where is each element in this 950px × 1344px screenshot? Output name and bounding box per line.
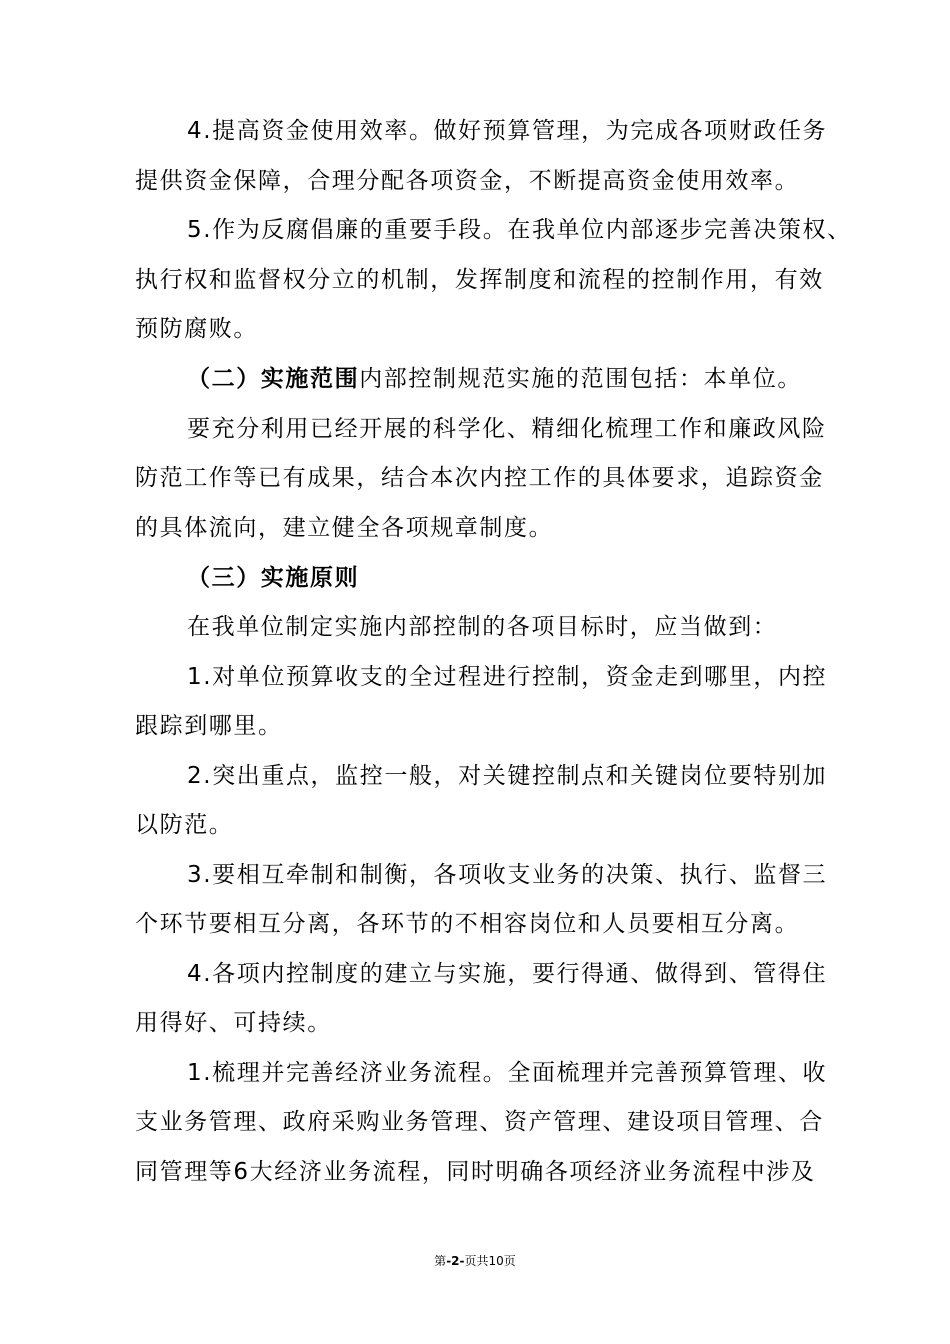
paragraph-line: 的具体流向，建立健全各项规章制度。: [135, 515, 554, 541]
paragraph-line: 预防腐败。: [135, 316, 258, 342]
paragraph-line: 以防范。: [135, 812, 234, 838]
section-heading-scope: [187, 364, 802, 394]
paragraph-line: 1.梳理并完善经济业务流程。全面梳理并完善预算管理、收: [187, 1060, 828, 1086]
paragraph-line: 防范工作等已有成果，结合本次内控工作的具体要求，追踪资金: [135, 465, 824, 491]
paragraph-line: 2.突出重点，监控一般，对关键控制点和关键岗位要特别加: [187, 763, 828, 789]
paragraph-line: 1.对单位预算收支的全过程进行控制，资金走到哪里，内控: [187, 664, 828, 690]
paragraph-line: 跟踪到哪里。: [135, 713, 283, 739]
paragraph-line: 执行权和监督权分立的机制，发挥制度和流程的控制作用，有效: [135, 267, 824, 293]
paragraph-line: 同管理等6大经济业务流程，同时明确各项经济业务流程中涉及: [135, 1159, 816, 1185]
section-heading-scope-title: （二）实施范围: [187, 366, 360, 392]
paragraph-line: 5.作为反腐倡廉的重要手段。在我单位内部逐步完善决策权、: [187, 217, 852, 243]
paragraph-line: 用得好、可持续。: [135, 1010, 332, 1036]
footer-suffix: 页: [503, 1254, 516, 1268]
section-heading-scope-text: 内部控制规范实施的范围包括：本单位。: [359, 366, 803, 392]
page-footer: [0, 1253, 950, 1269]
footer-current-page: -2-: [446, 1254, 465, 1268]
paragraph-line: 4.提高资金使用效率。做好预算管理，为完成各项财政任务: [187, 118, 828, 144]
paragraph-line: 支业务管理、政府采购业务管理、资产管理、建设项目管理、合: [135, 1109, 824, 1135]
paragraph-line: 提供资金保障，合理分配各项资金，不断提高资金使用效率。: [135, 168, 800, 194]
footer-middle: 页共: [464, 1254, 489, 1268]
paragraph-line: 4.各项内控制度的建立与实施，要行得通、做得到、管得住: [187, 961, 828, 987]
footer-prefix: 第: [434, 1254, 447, 1268]
paragraph-line: 3.要相互牵制和制衡，各项收支业务的决策、执行、监督三: [187, 862, 828, 888]
footer-total-pages: 10: [488, 1254, 504, 1268]
section-heading-principles: （三）实施原则: [187, 565, 360, 591]
paragraph-line: 个环节要相互分离，各环节的不相容岗位和人员要相互分离。: [135, 911, 800, 937]
paragraph-line: 要充分利用已经开展的科学化、精细化梳理工作和廉政风险: [187, 416, 827, 442]
paragraph-line: 在我单位制定实施内部控制的各项目标时，应当做到：: [187, 614, 778, 640]
